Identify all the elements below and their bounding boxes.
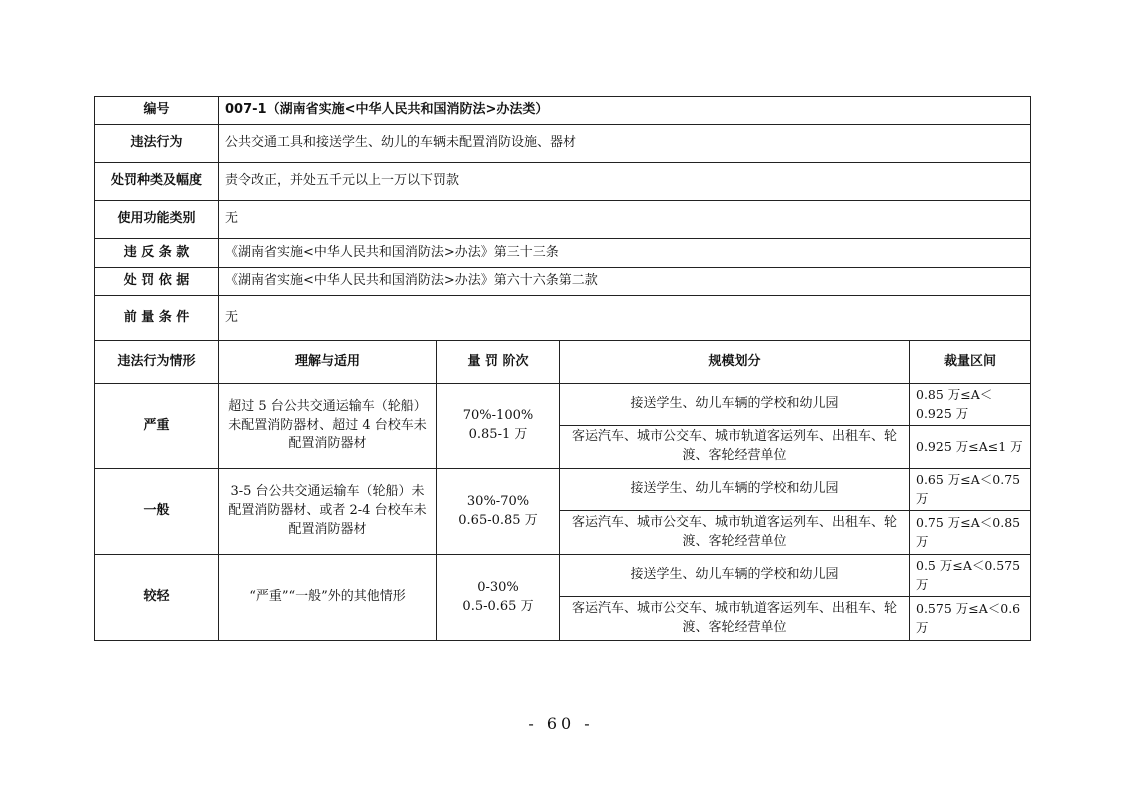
level-penalty — [437, 555, 560, 641]
penalty-percent: 0-30% — [477, 579, 519, 595]
info-value: 无 — [219, 296, 1031, 341]
page-number: - 60 - — [528, 714, 594, 733]
level-row-severe — [95, 384, 1031, 426]
penalty-amount: 0.65-0.85 万 — [458, 512, 538, 528]
info-label: 违法行为 — [95, 125, 219, 163]
column-header: 裁量区间 — [910, 341, 1031, 384]
info-value: 《湖南省实施<中华人民共和国消防法>办法》第六十六条第二款 — [219, 268, 1031, 296]
column-header: 规模划分 — [560, 341, 910, 384]
info-value: 无 — [219, 201, 1031, 239]
info-label: 前 量 条 件 — [95, 296, 219, 341]
info-row-violated-clause — [95, 239, 1031, 268]
info-label: 违 反 条 款 — [95, 239, 219, 268]
info-row-function-category — [95, 201, 1031, 239]
column-header: 违法行为情形 — [95, 341, 219, 384]
id-label: 编号 — [95, 97, 219, 125]
penalty-percent: 30%-70% — [466, 493, 530, 509]
level-interpretation: 3-5 台公共交通运输车（轮船）未配置消防器材、或者 2-4 台校车未配置消防器材 — [219, 469, 437, 555]
info-row-violation — [95, 125, 1031, 163]
level-row-minor — [95, 555, 1031, 597]
level-penalty — [437, 469, 560, 555]
scale-cell: 客运汽车、城市公交车、城市轨道客运列车、出租车、轮渡、客轮经营单位 — [560, 511, 910, 555]
penalty-amount: 0.5-0.65 万 — [462, 598, 534, 614]
id-value: 007-1（湖南省实施<中华人民共和国消防法>办法类） — [219, 97, 1031, 125]
info-row-precondition — [95, 296, 1031, 341]
range-cell: 0.5 万≤A＜0.575 万 — [910, 555, 1031, 597]
penalty-percent: 70%-100% — [462, 408, 534, 424]
info-row-penalty-basis — [95, 268, 1031, 296]
scale-cell: 客运汽车、城市公交车、城市轨道客运列车、出租车、轮渡、客轮经营单位 — [560, 426, 910, 469]
level-row-general — [95, 469, 1031, 511]
column-header-row — [95, 341, 1031, 384]
range-cell: 0.925 万≤A≤1 万 — [910, 426, 1031, 469]
scale-cell: 接送学生、幼儿车辆的学校和幼儿园 — [560, 555, 910, 597]
range-cell: 0.75 万≤A＜0.85 万 — [910, 511, 1031, 555]
info-label: 处罚种类及幅度 — [95, 163, 219, 201]
level-name: 严重 — [95, 384, 219, 469]
column-header: 理解与适用 — [219, 341, 437, 384]
penalty-table — [94, 96, 1031, 641]
range-cell: 0.575 万≤A＜0.6 万 — [910, 597, 1031, 641]
info-value: 《湖南省实施<中华人民共和国消防法>办法》第三十三条 — [219, 239, 1031, 268]
penalty-amount: 0.85-1 万 — [468, 427, 528, 442]
info-row-penalty-type — [95, 163, 1031, 201]
info-label: 使用功能类别 — [95, 201, 219, 239]
info-label: 处 罚 依 据 — [95, 268, 219, 296]
info-value: 公共交通工具和接送学生、幼儿的车辆未配置消防设施、器材 — [219, 125, 1031, 163]
scale-cell: 接送学生、幼儿车辆的学校和幼儿园 — [560, 384, 910, 426]
level-penalty — [437, 384, 560, 469]
level-name: 较轻 — [95, 555, 219, 641]
range-cell: 0.85 万≤A＜0.925 万 — [910, 384, 1031, 426]
range-cell: 0.65 万≤A＜0.75 万 — [910, 469, 1031, 511]
scale-cell: 客运汽车、城市公交车、城市轨道客运列车、出租车、轮渡、客轮经营单位 — [560, 597, 910, 641]
scale-cell: 接送学生、幼儿车辆的学校和幼儿园 — [560, 469, 910, 511]
level-interpretation: 超过 5 台公共交通运输车（轮船）未配置消防器材、超过 4 台校车未配置消防器材 — [219, 384, 437, 469]
id-row — [95, 97, 1031, 125]
level-name: 一般 — [95, 469, 219, 555]
level-interpretation: “严重”“一般”外的其他情形 — [219, 555, 437, 641]
info-value: 责令改正，并处五千元以上一万以下罚款 — [219, 163, 1031, 201]
column-header: 量 罚 阶次 — [437, 341, 560, 384]
